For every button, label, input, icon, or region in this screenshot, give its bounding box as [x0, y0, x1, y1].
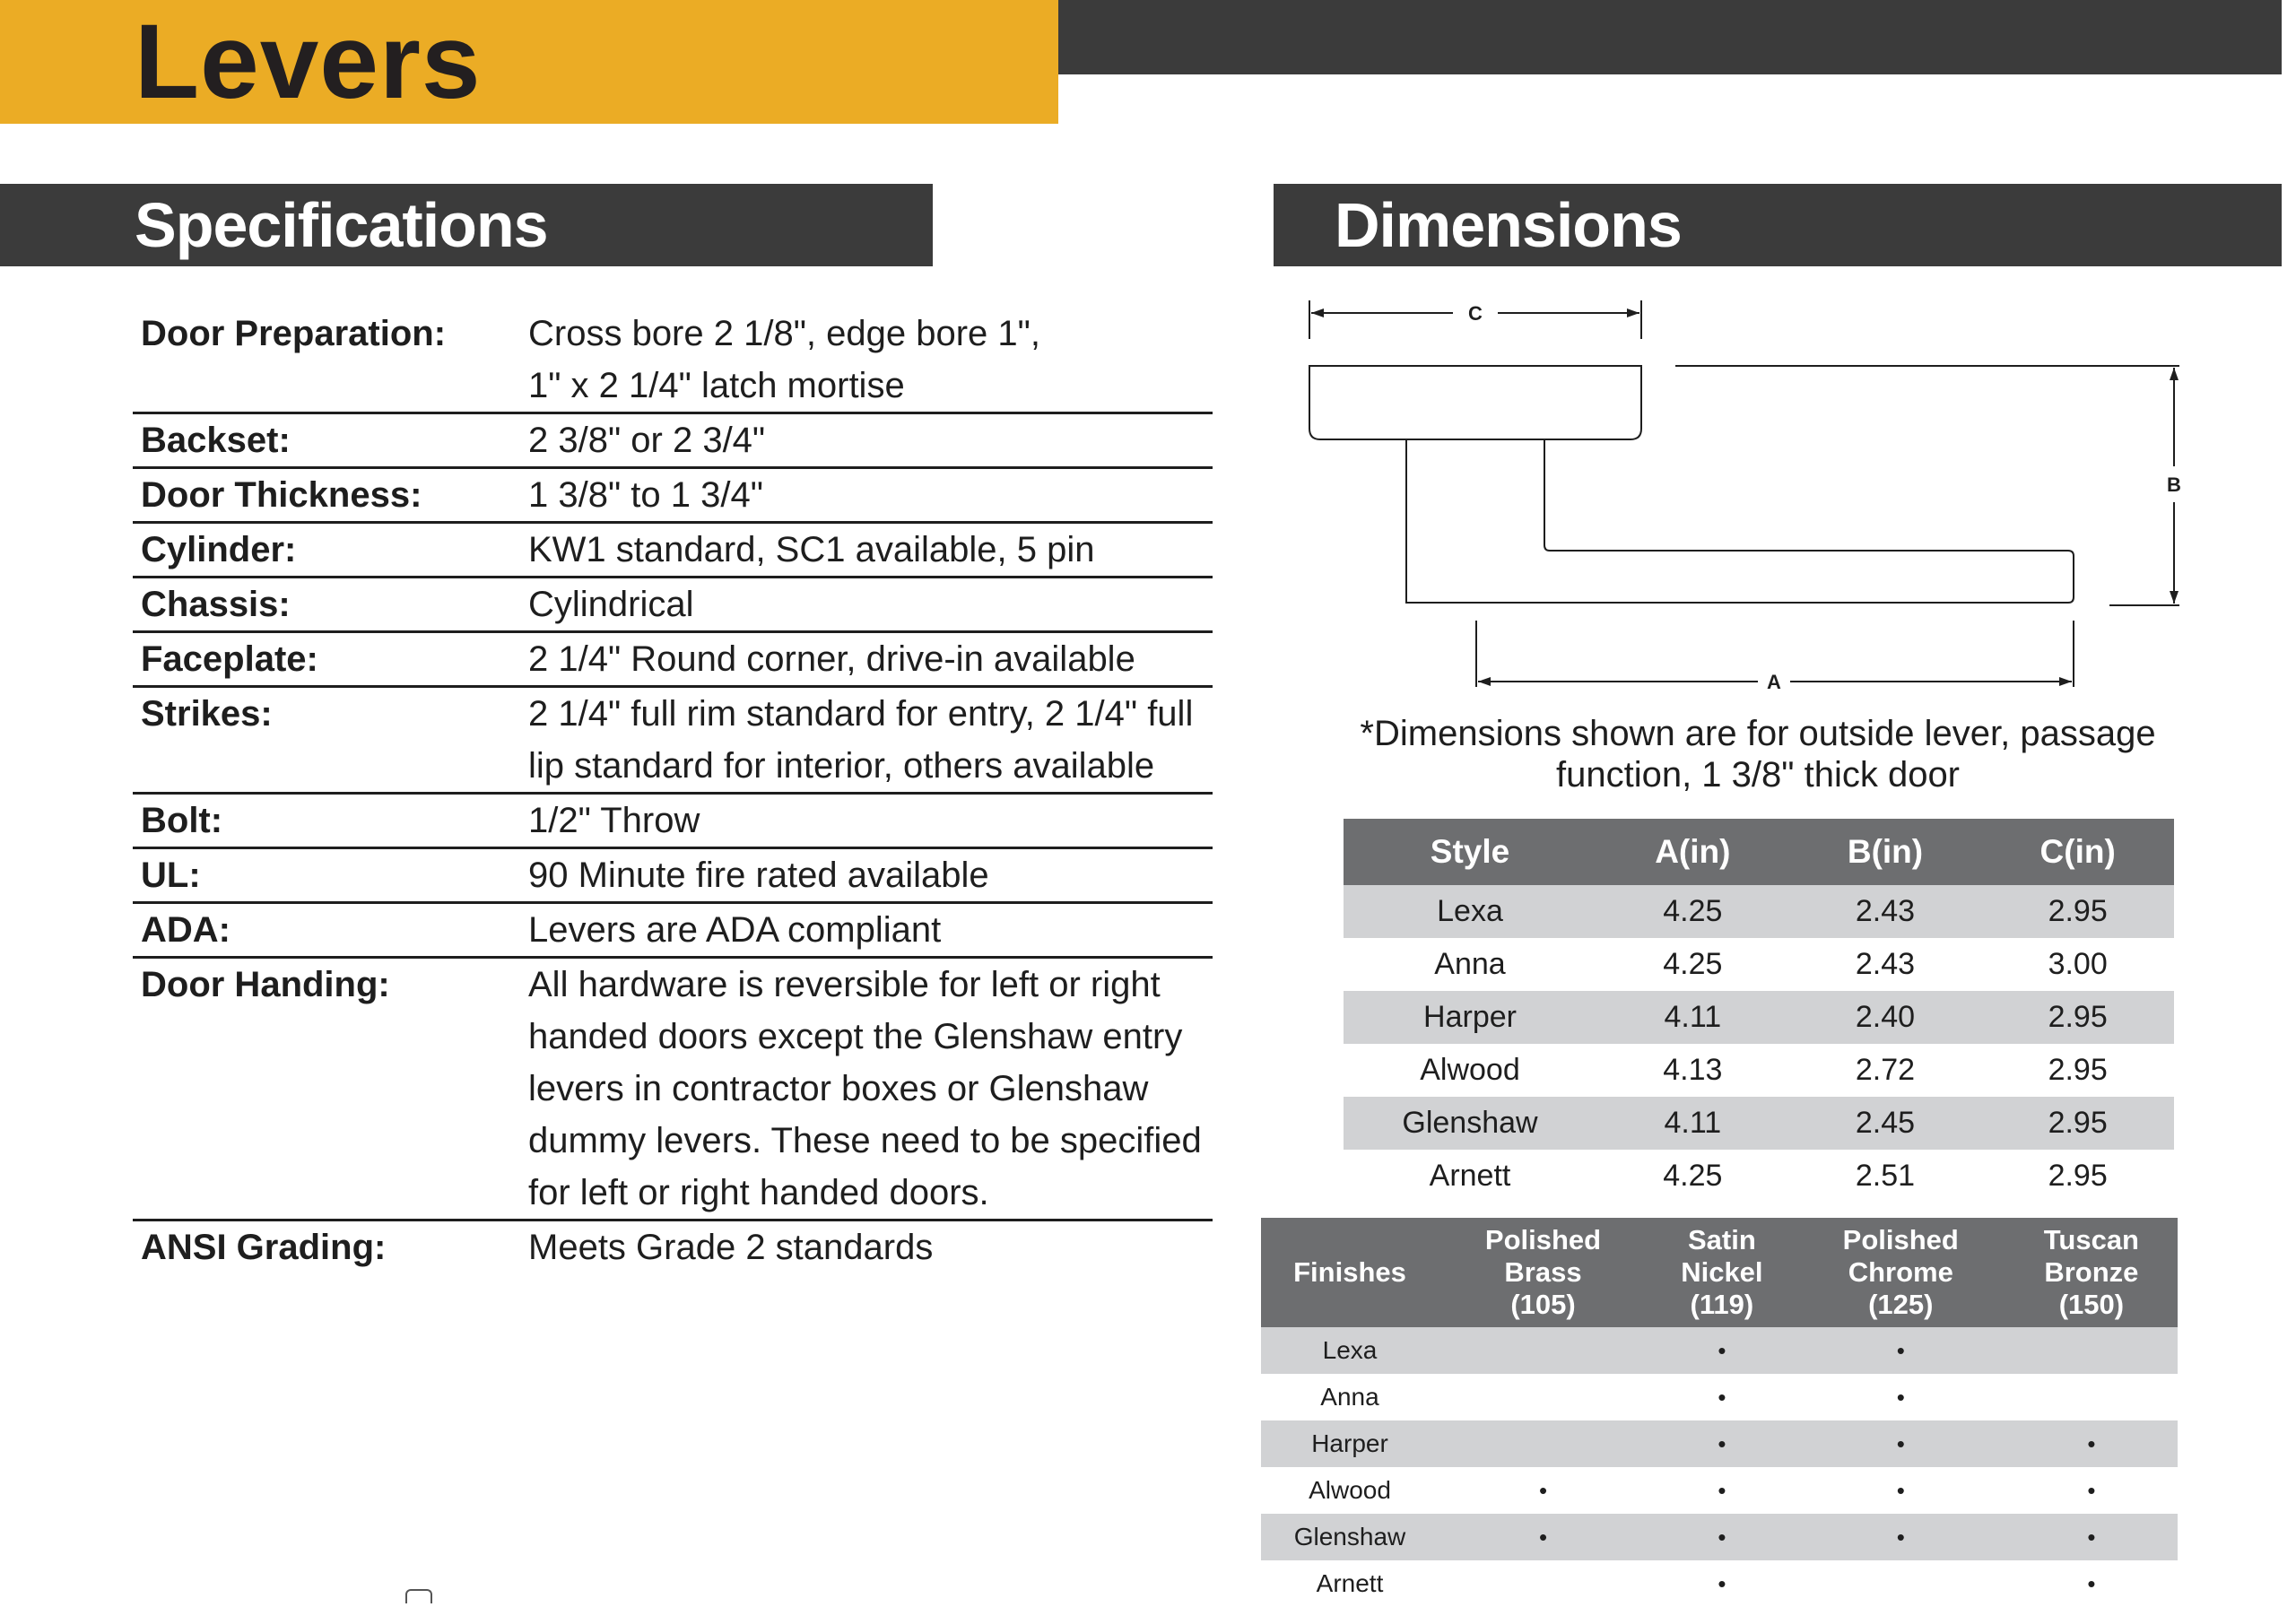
- spec-label: Bolt:: [141, 801, 223, 840]
- specifications-heading: Specifications: [135, 190, 548, 260]
- dimensions-header: [1274, 184, 2282, 266]
- finish-availability-cell: [1439, 1327, 1648, 1374]
- finish-style-name: Anna: [1320, 1383, 1379, 1411]
- spec-value: All hardware is reversible for left or right handed doors except the Glenshaw entry levers in contractor boxes or Glenshaw dummy levers. These need to be specified for left or right handed doors.: [528, 965, 1202, 1212]
- lever-dimension-diagram: [1292, 296, 2197, 699]
- availability-dot-icon: •: [1718, 1430, 1726, 1457]
- availability-dot-icon: •: [1538, 1477, 1548, 1504]
- finish-style-name: Lexa: [1261, 1327, 1439, 1374]
- spec-label: Door Handing:: [141, 965, 390, 1004]
- finish-availability-cell: [1439, 1514, 1648, 1560]
- availability-dot-icon: •: [2087, 1477, 2096, 1504]
- finishes-table: [1261, 1218, 2178, 1607]
- availability-dot-icon: •: [1896, 1524, 1905, 1551]
- finish-style-name: Glenshaw: [1261, 1514, 1439, 1560]
- finish-availability-cell: [1648, 1327, 1796, 1374]
- table-row: [1344, 991, 2174, 1044]
- table-cell: Alwood: [1420, 1053, 1520, 1087]
- table-cell: 2.43: [1789, 885, 1982, 938]
- table-cell: Anna: [1434, 947, 1506, 981]
- spec-value: Cross bore 2 1/8", edge bore 1", 1" x 2 1/4" latch mortise: [528, 314, 1040, 405]
- table-cell: Harper: [1344, 991, 1596, 1044]
- finishes-column-header: Tuscan Bronze (150): [2005, 1218, 2178, 1327]
- spec-row: [133, 633, 1213, 688]
- spec-value: 1 3/8" to 1 3/4": [528, 475, 763, 515]
- spec-value: Levers are ADA compliant: [528, 910, 942, 950]
- table-cell: 4.25: [1663, 947, 1723, 981]
- availability-dot-icon: •: [1718, 1337, 1726, 1364]
- availability-dot-icon: •: [1538, 1524, 1548, 1551]
- lever-outline: [1406, 439, 2074, 603]
- spec-row: [133, 414, 1213, 469]
- spec-row: [133, 688, 1213, 795]
- dimension-label-a: A: [1767, 671, 1781, 693]
- finish-availability-cell: [1439, 1374, 1648, 1420]
- spec-label: Strikes:: [141, 694, 273, 734]
- spec-row: [133, 849, 1213, 904]
- finish-availability-cell: [1796, 1420, 2005, 1467]
- finishes-column-header: Satin Nickel (119): [1648, 1218, 1796, 1327]
- specifications-table: [133, 308, 1213, 1273]
- availability-dot-icon: •: [1896, 1384, 1905, 1411]
- spec-row: [133, 308, 1213, 414]
- table-cell: Lexa: [1344, 885, 1596, 938]
- spec-label: ANSI Grading:: [141, 1228, 387, 1267]
- finishes-column-header: Polished Brass (105): [1439, 1218, 1648, 1327]
- availability-dot-icon: •: [1896, 1477, 1905, 1504]
- table-cell: 3.00: [2048, 947, 2108, 981]
- finish-availability-cell: [1796, 1374, 2005, 1420]
- header-dark-bar: [1058, 0, 2282, 74]
- spec-value: KW1 standard, SC1 available, 5 pin: [528, 530, 1095, 569]
- finish-availability-cell: [2005, 1467, 2178, 1514]
- dimensions-column-header: A(in): [1596, 819, 1789, 885]
- spec-label: Faceplate:: [141, 639, 318, 679]
- availability-dot-icon: •: [1718, 1384, 1726, 1411]
- availability-dot-icon: •: [1718, 1570, 1726, 1597]
- finish-availability-cell: [1796, 1327, 2005, 1374]
- table-cell: 4.25: [1596, 885, 1789, 938]
- table-row: [1344, 885, 2174, 938]
- dimensions-note: *Dimensions shown are for outside lever, passage function, 1 3/8" thick door: [1360, 714, 2156, 795]
- page-edge-mark: [405, 1589, 432, 1603]
- b-arrow-bottom: [2170, 591, 2179, 604]
- finish-availability-cell: [1439, 1560, 1648, 1607]
- finish-style-name: Alwood: [1309, 1476, 1391, 1504]
- table-cell: 2.72: [1855, 1053, 1916, 1087]
- dimensions-heading: Dimensions: [1335, 190, 1682, 260]
- spec-label: Backset:: [141, 421, 291, 460]
- spec-row: [133, 578, 1213, 633]
- table-row: [1261, 1420, 2178, 1467]
- finish-style-name: Arnett: [1316, 1569, 1384, 1597]
- finish-availability-cell: [2005, 1374, 2178, 1420]
- c-arrow-left: [1311, 308, 1324, 317]
- spec-label: Door Preparation:: [141, 314, 447, 353]
- finish-availability-cell: [1796, 1467, 2005, 1514]
- table-cell: 4.11: [1596, 991, 1789, 1044]
- table-row: [1261, 1374, 2178, 1420]
- availability-dot-icon: •: [1896, 1337, 1905, 1364]
- spec-row: [133, 469, 1213, 524]
- b-arrow-top: [2170, 368, 2179, 380]
- finish-availability-cell: [2005, 1327, 2178, 1374]
- table-cell: 4.13: [1663, 1053, 1723, 1087]
- availability-dot-icon: •: [1718, 1477, 1726, 1504]
- availability-dot-icon: •: [2087, 1430, 2096, 1457]
- c-arrow-right: [1627, 308, 1639, 317]
- availability-dot-icon: •: [2087, 1524, 2096, 1551]
- table-row: [1344, 1097, 2174, 1150]
- finish-availability-cell: [2005, 1560, 2178, 1607]
- table-row: [1344, 1150, 2174, 1203]
- finishes-column-header: Polished Chrome (125): [1796, 1218, 2005, 1327]
- spec-value: Meets Grade 2 standards: [528, 1228, 934, 1267]
- table-cell: 2.95: [1981, 1097, 2174, 1150]
- dimensions-column-header: B(in): [1789, 819, 1982, 885]
- table-cell: 2.45: [1789, 1097, 1982, 1150]
- a-arrow-right: [2059, 677, 2072, 686]
- title-banner: [0, 0, 1058, 124]
- finish-availability-cell: [2005, 1514, 2178, 1560]
- spec-row: [133, 1221, 1213, 1273]
- table-cell: Glenshaw: [1344, 1097, 1596, 1150]
- table-cell: 2.95: [2048, 1053, 2108, 1087]
- finish-availability-cell: [1796, 1514, 2005, 1560]
- spec-value: 1/2" Throw: [528, 801, 700, 840]
- finish-availability-cell: [2005, 1420, 2178, 1467]
- finish-availability-cell: [1648, 1467, 1796, 1514]
- spec-label: UL:: [141, 856, 201, 895]
- spec-row: [133, 904, 1213, 959]
- table-cell: 2.51: [1855, 1159, 1916, 1193]
- finish-availability-cell: [1648, 1420, 1796, 1467]
- table-row: [1261, 1514, 2178, 1560]
- table-row: [1344, 938, 2174, 991]
- spec-label: Cylinder:: [141, 530, 297, 569]
- finish-availability-cell: [1648, 1560, 1796, 1607]
- spec-label: Chassis:: [141, 585, 291, 624]
- spec-row: [133, 959, 1213, 1221]
- table-cell: 2.95: [1981, 885, 2174, 938]
- availability-dot-icon: •: [1896, 1430, 1905, 1457]
- table-cell: 2.95: [1981, 991, 2174, 1044]
- dimensions-column-header: Style: [1344, 819, 1596, 885]
- finishes-column-header: Finishes: [1261, 1218, 1439, 1327]
- table-cell: 2.40: [1789, 991, 1982, 1044]
- finish-availability-cell: [1648, 1374, 1796, 1420]
- availability-dot-icon: •: [2087, 1570, 2096, 1597]
- finish-availability-cell: [1648, 1514, 1796, 1560]
- dimension-label-c: C: [1468, 302, 1483, 325]
- spec-label: Door Thickness:: [141, 475, 422, 515]
- spec-value: 2 1/4" Round corner, drive-in available: [528, 639, 1135, 679]
- spec-value: 2 3/8" or 2 3/4": [528, 421, 766, 460]
- finish-availability-cell: [1796, 1560, 2005, 1607]
- page-title: Levers: [135, 3, 482, 121]
- finish-availability-cell: [1439, 1467, 1648, 1514]
- table-cell: 4.25: [1663, 1159, 1723, 1193]
- table-cell: 2.95: [2048, 1159, 2108, 1193]
- availability-dot-icon: •: [1718, 1524, 1726, 1551]
- spec-value: 90 Minute fire rated available: [528, 856, 989, 895]
- table-cell: 2.43: [1855, 947, 1916, 981]
- spec-label: ADA:: [141, 910, 230, 950]
- rose-outline: [1309, 366, 1641, 439]
- table-cell: Arnett: [1429, 1159, 1511, 1193]
- spec-value: Cylindrical: [528, 585, 694, 624]
- finish-availability-cell: [1439, 1420, 1648, 1467]
- finish-style-name: Harper: [1261, 1420, 1439, 1467]
- dimensions-column-header: C(in): [1981, 819, 2174, 885]
- table-row: [1261, 1327, 2178, 1374]
- spec-value: 2 1/4" full rim standard for entry, 2 1/4" full lip standard for interior, others available: [528, 694, 1194, 786]
- spec-row: [133, 795, 1213, 849]
- spec-row: [133, 524, 1213, 578]
- dimensions-table: [1344, 819, 2174, 1203]
- a-arrow-left: [1478, 677, 1491, 686]
- table-row: [1261, 1467, 2178, 1514]
- table-cell: 4.11: [1596, 1097, 1789, 1150]
- table-row: [1344, 1044, 2174, 1097]
- specifications-header: [0, 184, 933, 266]
- dimension-label-b: B: [2167, 473, 2181, 496]
- table-row: [1261, 1560, 2178, 1607]
